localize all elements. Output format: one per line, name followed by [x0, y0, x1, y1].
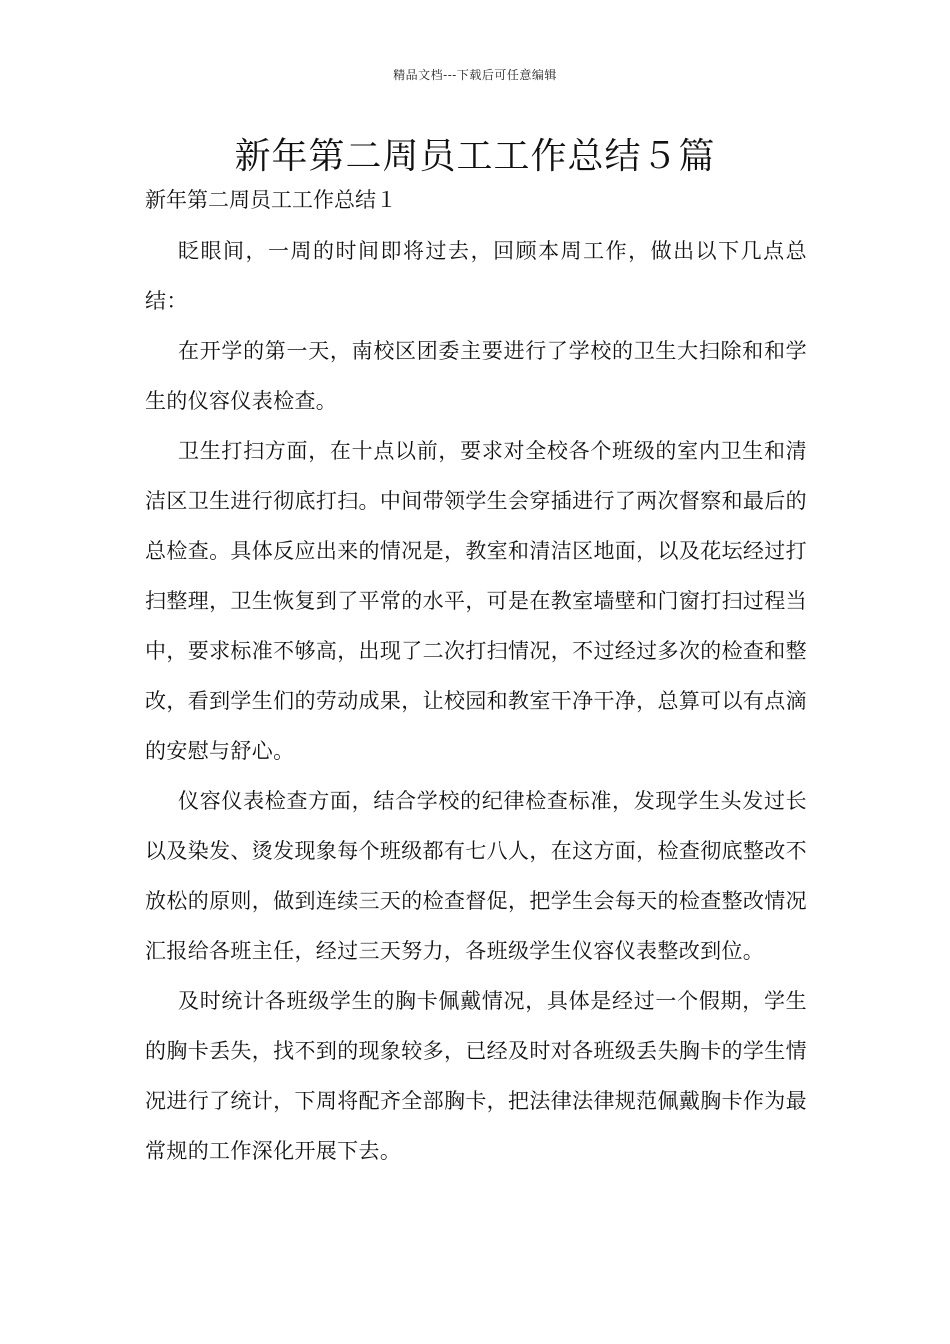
section-heading: 新年第二周员工工作总结１ — [145, 188, 397, 212]
paragraph: 及时统计各班级学生的胸卡佩戴情况，具体是经过一个假期，学生的胸卡丢失，找不到的现象较多，已经及时对各班级丢失胸卡的学生情况进行了统计，下周将配齐全部胸卡，把法律法律规范佩戴胸卡作为最常规的工作深化开展下去。 — [145, 989, 807, 1163]
page-header: 精品文档---下载后可任意编辑 — [393, 68, 557, 82]
document-body — [145, 226, 807, 1176]
paragraph: 仪容仪表检查方面，结合学校的纪律检查标准，发现学生头发过长以及染发、烫发现象每个班级都有七八人，在这方面，检查彻底整改不放松的原则，做到连续三天的检查督促，把学生会每天的检查整改情况汇报给各班主任，经过三天努力，各班级学生仪容仪表整改到位。 — [145, 789, 807, 963]
document-title: 新年第二周员工工作总结５篇 — [234, 136, 716, 177]
paragraph: 卫生打扫方面，在十点以前，要求对全校各个班级的室内卫生和清洁区卫生进行彻底打扫。中间带领学生会穿插进行了两次督察和最后的总检查。具体反应出来的情况是，教室和清洁区地面，以及花坛经过打扫整理，卫生恢复到了平常的水平，可是在教室墙壁和门窗打扫过程当中，要求标准不够高，出现了二次打扫情况，不过经过多次的检查和整改，看到学生们的劳动成果，让校园和教室干净干净，总算可以有点滴的安慰与舒心。 — [145, 439, 807, 763]
paragraph: 在开学的第一天，南校区团委主要进行了学校的卫生大扫除和和学生的仪容仪表检查。 — [145, 339, 807, 413]
paragraph: 眨眼间，一周的时间即将过去，回顾本周工作，做出以下几点总结： — [145, 239, 807, 313]
